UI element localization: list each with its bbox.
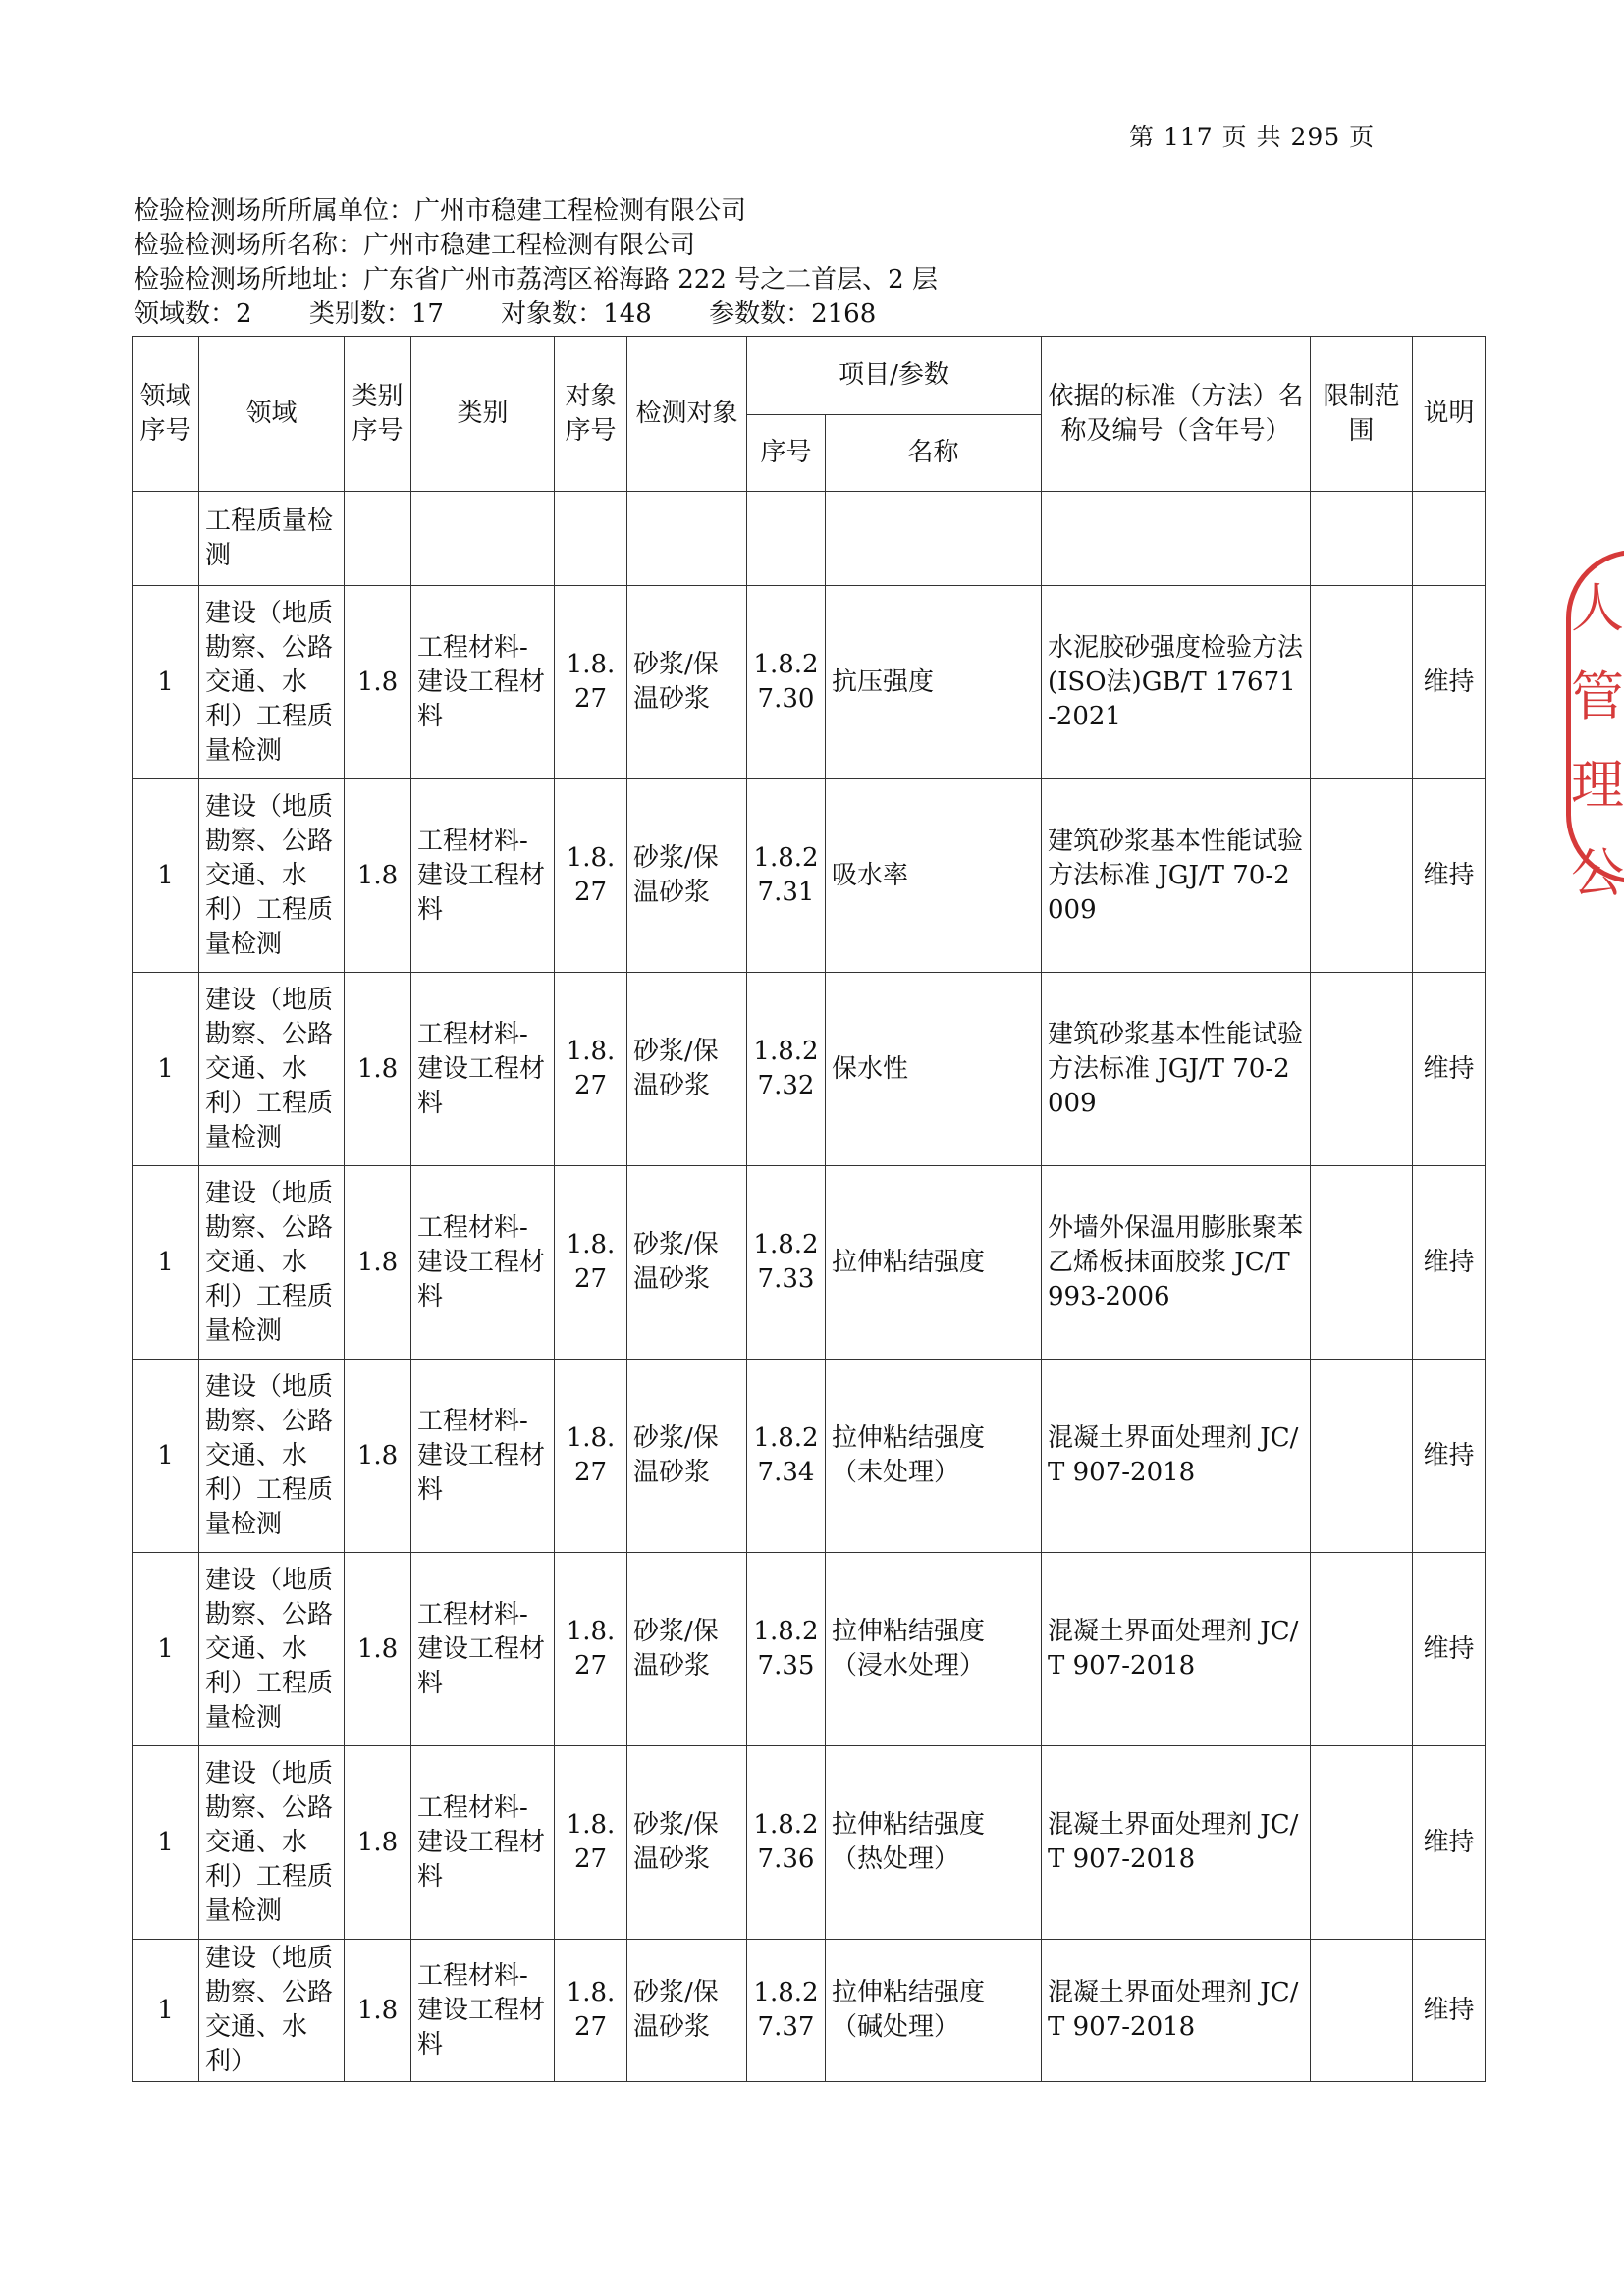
cell-empty <box>627 492 747 586</box>
name-line: 检验检测场所名称：广州市稳建工程检测有限公司 <box>134 231 696 260</box>
cell-object: 砂浆/保温砂浆 <box>627 1940 747 2082</box>
header-note: 说明 <box>1413 337 1486 492</box>
cell-empty <box>826 492 1042 586</box>
cell-field-no: 1 <box>133 1746 199 1940</box>
cell-object-no: 1.8.27 <box>555 1360 627 1553</box>
cell-category: 工程材料-建设工程材料 <box>411 1746 555 1940</box>
header-standard: 依据的标准（方法）名称及编号（含年号） <box>1042 337 1311 492</box>
cell-field: 建设（地质勘察、公路交通、水利）工程质量检测 <box>199 1553 345 1746</box>
object-count: 对象数：148 <box>501 299 652 329</box>
header-object: 检测对象 <box>627 337 747 492</box>
cell-empty <box>133 492 199 586</box>
header-category-no: 类别序号 <box>345 337 411 492</box>
header-meta <box>134 194 938 332</box>
table-row <box>133 1166 1486 1360</box>
cell-item-name: 拉伸粘结强度（浸水处理） <box>826 1553 1042 1746</box>
cell-field: 建设（地质勘察、公路交通、水利）工程质量检测 <box>199 973 345 1166</box>
cell-category: 工程材料-建设工程材料 <box>411 586 555 779</box>
cell-item-no: 1.8.27.37 <box>747 1940 826 2082</box>
table-row <box>133 586 1486 779</box>
cell-category: 工程材料-建设工程材料 <box>411 973 555 1166</box>
table-row-continued <box>133 492 1486 586</box>
cell-object: 砂浆/保温砂浆 <box>627 973 747 1166</box>
cell-object-no: 1.8.27 <box>555 586 627 779</box>
cell-empty <box>1042 492 1311 586</box>
cell-item-name: 抗压强度 <box>826 586 1042 779</box>
cell-object-no: 1.8.27 <box>555 1553 627 1746</box>
seal-stamp <box>1566 550 1624 904</box>
cell-category-no: 1.8 <box>345 1940 411 2082</box>
cell-standard: 建筑砂浆基本性能试验方法标准 JGJ/T 70-2009 <box>1042 973 1311 1166</box>
cell-field: 建设（地质勘察、公路交通、水利）工程质量检测 <box>199 779 345 973</box>
cell-item-no: 1.8.27.31 <box>747 779 826 973</box>
header-item-no: 序号 <box>747 415 826 492</box>
cell-object-no: 1.8.27 <box>555 1746 627 1940</box>
param-count: 参数数：2168 <box>709 299 877 329</box>
cell-item-name: 拉伸粘结强度（热处理） <box>826 1746 1042 1940</box>
cell-field: 建设（地质勘察、公路交通、水利）工程质量检测 <box>199 586 345 779</box>
cell-note: 维持 <box>1413 1553 1486 1746</box>
table-row <box>133 779 1486 973</box>
header-limit: 限制范围 <box>1311 337 1413 492</box>
cell-field: 建设（地质勘察、公路交通、水利）工程质量检测 <box>199 1166 345 1360</box>
cell-field: 工程质量检测 <box>199 492 345 586</box>
cell-item-no: 1.8.27.35 <box>747 1553 826 1746</box>
cell-field: 建设（地质勘察、公路交通、水利）工程质量检测 <box>199 1746 345 1940</box>
table-row <box>133 973 1486 1166</box>
cell-standard: 外墙外保温用膨胀聚苯乙烯板抹面胶浆 JC/T 993-2006 <box>1042 1166 1311 1360</box>
table-row <box>133 1746 1486 1940</box>
cell-object: 砂浆/保温砂浆 <box>627 586 747 779</box>
seal-char: 理 <box>1571 754 1624 816</box>
cell-object: 砂浆/保温砂浆 <box>627 1746 747 1940</box>
cell-object-no: 1.8.27 <box>555 779 627 973</box>
seal-char: 管 <box>1571 666 1624 727</box>
seal-char: 公 <box>1571 842 1624 904</box>
cell-standard: 水泥胶砂强度检验方法(ISO法)GB/T 17671-2021 <box>1042 586 1311 779</box>
cell-field-no: 1 <box>133 1360 199 1553</box>
cell-object-no: 1.8.27 <box>555 1166 627 1360</box>
cell-note: 维持 <box>1413 586 1486 779</box>
cell-note: 维持 <box>1413 1166 1486 1360</box>
counts-line <box>134 297 938 332</box>
cell-empty <box>411 492 555 586</box>
cell-field-no: 1 <box>133 779 199 973</box>
cell-object-no: 1.8.27 <box>555 1940 627 2082</box>
cell-item-no: 1.8.27.32 <box>747 973 826 1166</box>
cell-item-no: 1.8.27.33 <box>747 1166 826 1360</box>
cell-limit <box>1311 1553 1413 1746</box>
cell-empty <box>1413 492 1486 586</box>
cell-empty <box>555 492 627 586</box>
cell-category-no: 1.8 <box>345 1166 411 1360</box>
cell-note: 维持 <box>1413 1746 1486 1940</box>
cell-item-no: 1.8.27.36 <box>747 1746 826 1940</box>
cell-category-no: 1.8 <box>345 1553 411 1746</box>
header-object-no: 对象序号 <box>555 337 627 492</box>
cell-item-name: 拉伸粘结强度（碱处理） <box>826 1940 1042 2082</box>
cell-limit <box>1311 1940 1413 2082</box>
cell-note: 维持 <box>1413 1360 1486 1553</box>
org-line: 检验检测场所所属单位：广州市稳建工程检测有限公司 <box>134 196 747 226</box>
cell-category-no: 1.8 <box>345 779 411 973</box>
cell-field: 建设（地质勘察、公路交通、水利） <box>199 1940 345 2082</box>
header-row <box>133 337 1486 415</box>
cell-item-name: 保水性 <box>826 973 1042 1166</box>
cell-standard: 混凝土界面处理剂 JC/T 907-2018 <box>1042 1746 1311 1940</box>
cell-object: 砂浆/保温砂浆 <box>627 1166 747 1360</box>
cell-item-name: 拉伸粘结强度 <box>826 1166 1042 1360</box>
cell-limit <box>1311 1360 1413 1553</box>
cell-item-no: 1.8.27.30 <box>747 586 826 779</box>
table-row <box>133 1553 1486 1746</box>
cell-field-no: 1 <box>133 1166 199 1360</box>
table-row <box>133 1940 1486 2082</box>
cell-limit <box>1311 973 1413 1166</box>
cell-standard: 混凝土界面处理剂 JC/T 907-2018 <box>1042 1553 1311 1746</box>
cell-item-name: 吸水率 <box>826 779 1042 973</box>
cell-category: 工程材料-建设工程材料 <box>411 1940 555 2082</box>
cell-category: 工程材料-建设工程材料 <box>411 1553 555 1746</box>
cell-category-no: 1.8 <box>345 1746 411 1940</box>
cell-object: 砂浆/保温砂浆 <box>627 779 747 973</box>
header-field-no: 领域序号 <box>133 337 199 492</box>
cell-field: 建设（地质勘察、公路交通、水利）工程质量检测 <box>199 1360 345 1553</box>
cell-field-no: 1 <box>133 973 199 1166</box>
cell-category-no: 1.8 <box>345 586 411 779</box>
category-count: 类别数：17 <box>308 299 444 329</box>
cell-note: 维持 <box>1413 1940 1486 2082</box>
cell-limit <box>1311 779 1413 973</box>
cell-limit <box>1311 586 1413 779</box>
field-count: 领域数：2 <box>134 299 252 329</box>
header-category: 类别 <box>411 337 555 492</box>
cell-limit <box>1311 1746 1413 1940</box>
header-item: 项目/参数 <box>747 337 1042 415</box>
cell-standard: 混凝土界面处理剂 JC/T 907-2018 <box>1042 1360 1311 1553</box>
cell-empty <box>1311 492 1413 586</box>
header-item-name: 名称 <box>826 415 1042 492</box>
page-number: 第 117 页 共 295 页 <box>1129 123 1376 151</box>
cell-item-name: 拉伸粘结强度（未处理） <box>826 1360 1042 1553</box>
cell-item-no: 1.8.27.34 <box>747 1360 826 1553</box>
cell-note: 维持 <box>1413 779 1486 973</box>
cell-category: 工程材料-建设工程材料 <box>411 779 555 973</box>
cell-empty <box>747 492 826 586</box>
cell-object-no: 1.8.27 <box>555 973 627 1166</box>
cell-note: 维持 <box>1413 973 1486 1166</box>
cell-category: 工程材料-建设工程材料 <box>411 1166 555 1360</box>
header-field: 领域 <box>199 337 345 492</box>
cell-object: 砂浆/保温砂浆 <box>627 1360 747 1553</box>
address-line: 检验检测场所地址：广东省广州市荔湾区裕海路 222 号之二首层、2 层 <box>134 265 938 294</box>
cell-object: 砂浆/保温砂浆 <box>627 1553 747 1746</box>
cell-limit <box>1311 1166 1413 1360</box>
table-row <box>133 1360 1486 1553</box>
cell-standard: 建筑砂浆基本性能试验方法标准 JGJ/T 70-2009 <box>1042 779 1311 973</box>
capability-table <box>132 336 1486 2082</box>
cell-category: 工程材料-建设工程材料 <box>411 1360 555 1553</box>
cell-empty <box>345 492 411 586</box>
seal-char: 人 <box>1571 577 1624 639</box>
cell-category-no: 1.8 <box>345 973 411 1166</box>
cell-field-no: 1 <box>133 1940 199 2082</box>
cell-field-no: 1 <box>133 1553 199 1746</box>
cell-field-no: 1 <box>133 586 199 779</box>
cell-standard: 混凝土界面处理剂 JC/T 907-2018 <box>1042 1940 1311 2082</box>
cell-category-no: 1.8 <box>345 1360 411 1553</box>
